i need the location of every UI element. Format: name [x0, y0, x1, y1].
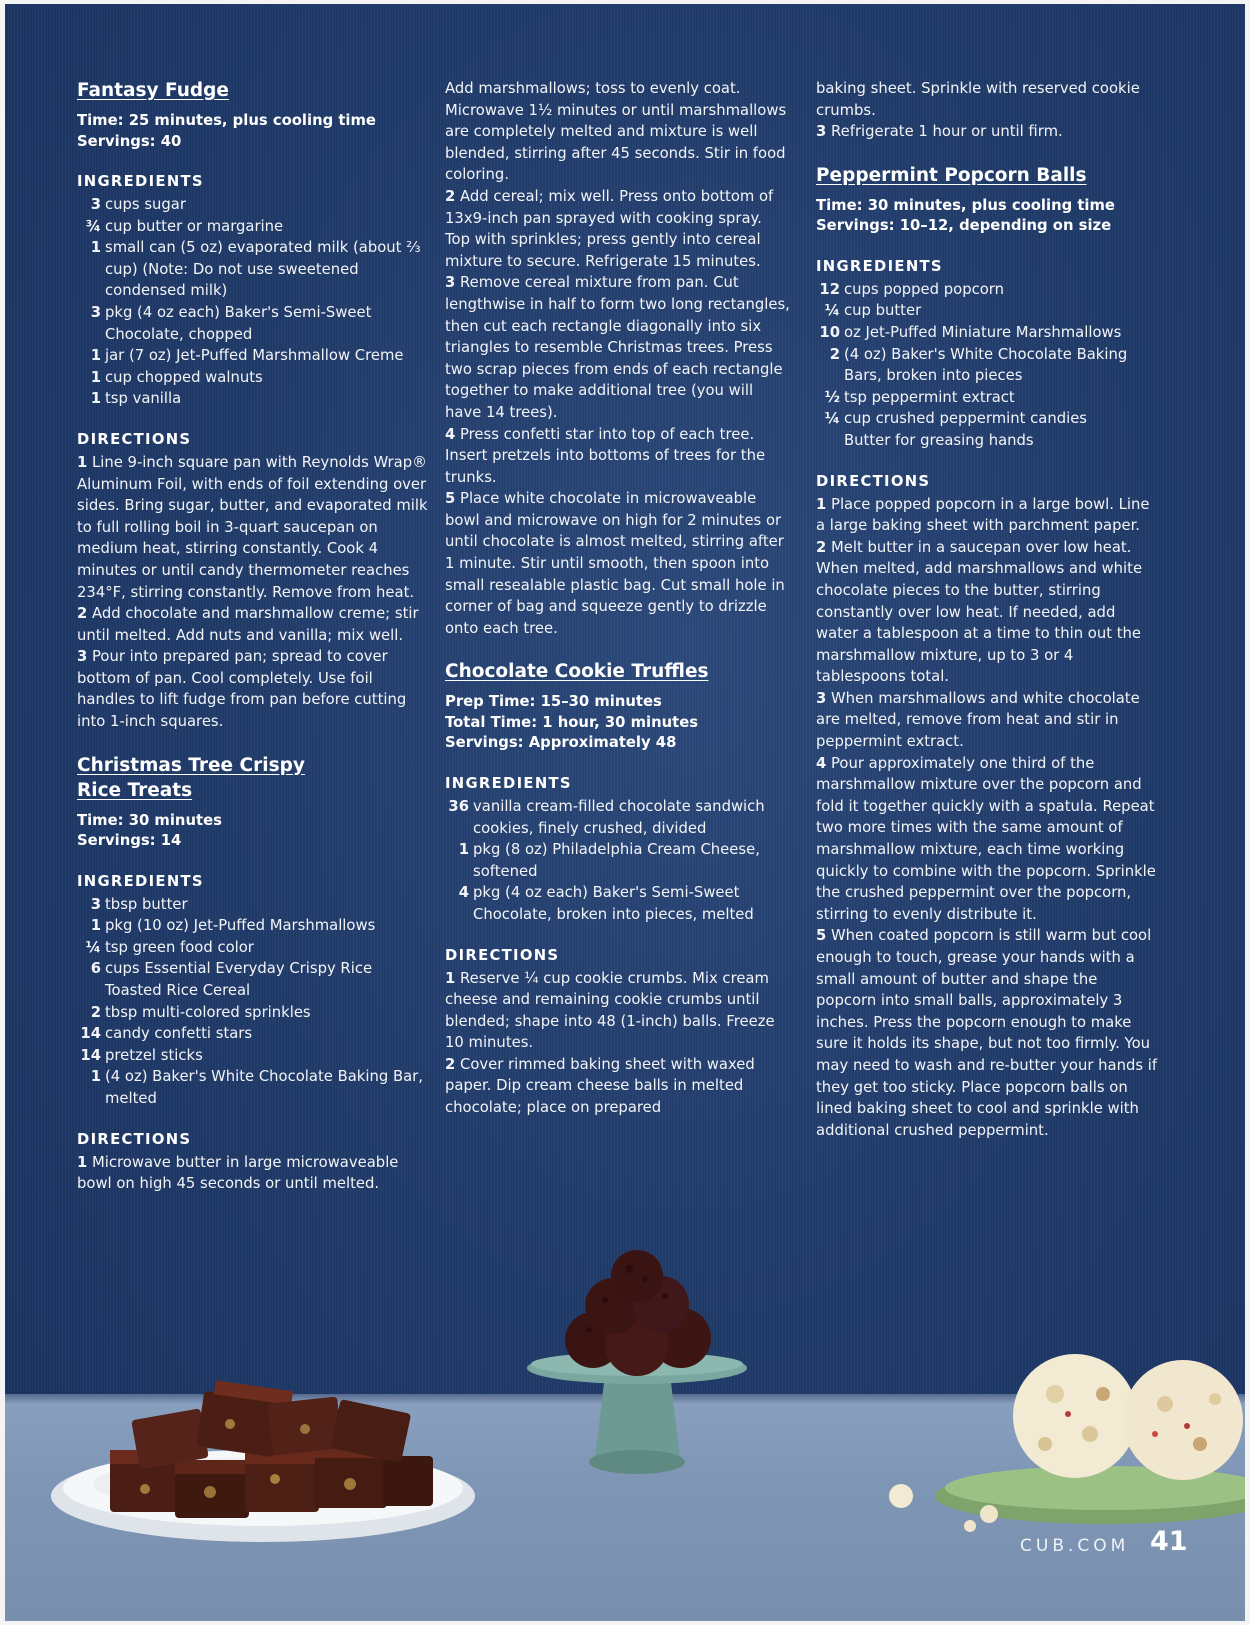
- step-number: 2: [77, 605, 88, 623]
- ingredient-item: [816, 430, 1161, 452]
- recipe-servings: Servings: 40: [77, 132, 182, 150]
- column-2: [445, 78, 790, 1119]
- recipe-time: Time: 25 minutes, plus cooling time: [77, 112, 376, 129]
- ingredient-text: cup crushed peppermint candies: [844, 410, 1088, 428]
- recipe-time: Time: 30 minutes, plus cooling time: [816, 196, 1115, 214]
- ingredient-item: [816, 279, 1161, 301]
- step-number: 1: [445, 969, 456, 987]
- ingredient-item: [77, 388, 432, 410]
- ingredient-qty: 1: [458, 841, 469, 859]
- direction-step: [77, 452, 432, 603]
- magazine-page: [5, 4, 1245, 1621]
- ingredient-qty: 2: [829, 345, 840, 363]
- ingredient-text: cup chopped walnuts: [105, 368, 263, 386]
- ingredient-qty: ½: [824, 388, 840, 406]
- direction-step: [816, 537, 1161, 688]
- step-text-continued: in melted chocolate; place on prepared: [445, 1077, 744, 1117]
- step-text: Add chocolate and marshmallow creme; stir until melted. Add nuts and vanilla; mix well.: [77, 605, 419, 644]
- ingredient-item: [816, 300, 1161, 322]
- step-text: Pour approximately one third of the marshmallow mixture over the popcorn and fold it together quickly with a spatula. Repeat two more times with the same amount of marshmallow mixture, each time working quickly to combine with the popcorn. Sprinkle the crushed peppermint over the popcorn, stirring to evenly distribute it.: [816, 754, 1156, 923]
- direction-step: [445, 186, 790, 272]
- step-text: Melt butter in a saucepan over low heat. When melted, add marshmallows and white chocolate pieces to the butter, stirring constantly over low heat. If needed, add water a tablespoon at a time to thin out the marshmallow mixture, up to 3 or 4 tablespoons total.: [816, 538, 1143, 686]
- ingredient-qty: 6: [90, 960, 101, 978]
- direction-step: [445, 424, 790, 489]
- ingredient-item: [816, 408, 1161, 430]
- column-1: [77, 78, 432, 1195]
- ingredient-text: oz Jet-Puffed Miniature Marshmallows: [844, 323, 1122, 341]
- ingredient-item: [77, 915, 432, 937]
- directions-heading: DIRECTIONS: [445, 946, 560, 964]
- ingredients-heading: INGREDIENTS: [816, 257, 943, 275]
- ingredient-item: [77, 937, 432, 959]
- step-number: 2: [816, 538, 827, 556]
- ingredient-text: pretzel sticks: [105, 1046, 203, 1064]
- recipe-title-popcorn: Peppermint Popcorn Balls: [816, 164, 1087, 186]
- direction-step: [816, 688, 1161, 753]
- ingredient-item: [77, 1023, 432, 1045]
- ingredient-text: (4 oz) Baker's White Chocolate Baking Bars, broken into pieces: [844, 345, 1128, 385]
- column-3: [816, 78, 1161, 1141]
- ingredient-item: [77, 1002, 432, 1024]
- ingredient-qty: 1: [90, 1068, 101, 1086]
- step-number: 2: [445, 187, 456, 205]
- step-text: Add cereal; mix well. Press onto bottom of 13x9-inch pan sprayed with cooking spray. Top with sprinkles; press gently into cereal mixture to secure. Refrigerate 15 minutes.: [445, 187, 774, 270]
- ingredient-qty: ¾: [85, 217, 101, 235]
- ingredient-text: cups popped popcorn: [844, 280, 1004, 298]
- ingredient-text: (4 oz) Baker's White Chocolate Baking Bar, melted: [105, 1068, 423, 1107]
- ingredient-text: cups Essential Everyday Crispy Rice Toasted Rice Cereal: [105, 960, 373, 1000]
- step-text: When coated popcorn is still warm but cool enough to touch, grease your hands with a small amount of butter and shape the popcorn into small balls, approximately 3 inches. Press the popcorn enough to make sure it holds its shape, but not too firmly. You may need to wash and re-butter your hands if they get too sticky. Place popcorn balls on lined baking sheet to cool and sprinkle with additional crushed peppermint.: [816, 927, 1158, 1139]
- ingredient-item: [445, 839, 790, 882]
- direction-step: [445, 968, 790, 1054]
- recipe-time: Time: 30 minutes: [77, 811, 222, 829]
- recipe-title-christmas-tree: [77, 753, 432, 803]
- ingredient-text: vanilla cream-filled chocolate sandwich cookies, finely crushed, divided: [473, 797, 765, 837]
- step-number: 5: [445, 490, 456, 508]
- ingredient-qty: 1: [90, 239, 101, 257]
- ingredient-text: candy confetti stars: [105, 1025, 253, 1043]
- ingredient-qty: 1: [90, 368, 101, 386]
- ingredient-qty: 3: [90, 303, 101, 321]
- ingredient-qty: 1: [90, 390, 101, 408]
- direction-step: [77, 646, 432, 732]
- ingredient-qty: ¼: [85, 938, 101, 956]
- ingredient-qty: 3: [90, 895, 101, 913]
- step-number: 3: [77, 648, 88, 666]
- step-text: Remove cereal mixture from pan. Cut lengthwise in half to form two long rectangles, then cut each rectangle diagonally into six triangles to resemble Christmas trees. Press two scrap pieces from ends of each rectangle together to make additional tree (you will have 14 trees).: [445, 274, 790, 421]
- ingredient-qty: 14: [80, 1025, 101, 1043]
- step-text: Line 9-inch square pan with Reynolds Wrap® Aluminum Foil, with ends of foil extending over sides. Bring sugar, butter, and evaporated milk to full rolling boil in 3-quart saucepan on medium heat, stirring constantly. Cook 4 minutes or until candy thermometer reaches 234°F, stirring constantly. Remove from heat.: [77, 453, 428, 601]
- step-text: Place popped popcorn in a large bowl. Line a large baking sheet with parchment paper.: [816, 495, 1150, 535]
- ingredients-heading: INGREDIENTS: [77, 173, 204, 190]
- step-number: 3: [445, 274, 456, 292]
- site-url: CUB.COM: [1020, 1536, 1130, 1556]
- ingredient-text: pkg (4 oz each) Baker's Semi-Sweet Chocolate, chopped: [105, 303, 372, 343]
- ingredient-item: [77, 345, 432, 367]
- ingredient-text: pkg (8 oz) Philadelphia Cream Cheese, softened: [473, 841, 760, 880]
- ingredient-text: tsp vanilla: [105, 390, 182, 408]
- ingredient-qty: [816, 430, 844, 452]
- direction-step: [77, 1152, 432, 1195]
- ingredient-qty: 36: [448, 797, 469, 815]
- directions-heading: DIRECTIONS: [77, 1130, 192, 1148]
- ingredient-item: [77, 237, 432, 302]
- direction-step: [816, 121, 1161, 143]
- direction-step-continued: Add marshmallows; toss to evenly coat. Microwave 1½ minutes or until marshmallows are completely melted and mixture is well blended, stirring after 45 seconds. Stir in food coloring.: [445, 80, 787, 184]
- ingredient-text: jar (7 oz) Jet-Puffed Marshmallow Creme: [105, 347, 404, 365]
- step-text: Place white chocolate in microwaveable bowl and microwave on high for 2 minutes or until chocolate is almost melted, stirring after 1 minute. Stir until smooth, then spoon into small resealable plastic bag. Cut small hole in corner of bag and squeeze gently to drizzle onto each tree.: [445, 490, 785, 637]
- step-number: 2: [445, 1055, 456, 1073]
- direction-step: [445, 1054, 790, 1119]
- step-number: 5: [816, 927, 827, 945]
- ingredient-text: small can (5 oz) evaporated milk (about ⅔ cup) (Note: Do not use sweetened condensed milk): [105, 239, 421, 300]
- recipe-servings: Servings: 14: [77, 832, 182, 850]
- direction-step: [816, 494, 1161, 537]
- ingredient-item: [816, 344, 1161, 387]
- ingredients-heading: INGREDIENTS: [77, 872, 204, 890]
- ingredient-item: [77, 1045, 432, 1067]
- step-number: 3: [816, 689, 827, 707]
- ingredient-item: [77, 894, 432, 916]
- step-number: 1: [816, 495, 827, 513]
- ingredient-qty: 4: [458, 884, 469, 902]
- ingredient-qty: 10: [819, 323, 840, 341]
- step-number: 4: [445, 425, 456, 443]
- ingredient-list: [816, 279, 1161, 452]
- ingredient-item: [77, 216, 432, 238]
- ingredients-heading: INGREDIENTS: [445, 774, 572, 792]
- ingredient-item: [816, 387, 1161, 409]
- direction-step: [816, 925, 1161, 1141]
- recipe-prep-time: Prep Time: 15–30 minutes: [445, 693, 662, 711]
- ingredient-item: [77, 367, 432, 389]
- ingredient-item: [445, 796, 790, 839]
- recipe-total-time: Total Time: 1 hour, 30 minutes: [445, 713, 699, 731]
- ingredient-qty: 1: [90, 347, 101, 365]
- step-number: 1: [77, 1153, 88, 1171]
- step-text-continued: bowl on high 45 seconds or until melted.: [77, 1175, 380, 1193]
- step-text: Refrigerate 1 hour or until firm.: [831, 123, 1063, 141]
- recipe-servings: Servings: Approximately 48: [445, 734, 677, 752]
- ingredient-item: [77, 302, 432, 345]
- ingredient-item: [77, 1066, 432, 1109]
- page-number: 41: [1150, 1526, 1188, 1557]
- recipe-title-line: Christmas Tree Crispy: [77, 754, 305, 776]
- ingredient-text: cups sugar: [105, 196, 186, 213]
- ingredient-item: [77, 958, 432, 1001]
- step-text: Reserve ¼ cup cookie crumbs. Mix cream cheese and remaining cookie crumbs until blended; shape into 48 (1-inch) balls. Freeze 10 minutes.: [445, 969, 775, 1052]
- ingredient-qty: 14: [80, 1046, 101, 1064]
- ingredient-qty: ¼: [824, 410, 840, 428]
- ingredient-qty: 3: [90, 196, 101, 213]
- ingredient-text: pkg (4 oz each) Baker's Semi-Sweet Chocolate, broken into pieces, melted: [473, 884, 754, 923]
- step-number: 3: [816, 123, 827, 141]
- step-number: 4: [816, 754, 827, 772]
- ingredient-item: [445, 882, 790, 925]
- ingredient-list: [77, 194, 432, 410]
- direction-step: [816, 753, 1161, 926]
- ingredient-list: [77, 894, 432, 1110]
- ingredient-qty: 2: [90, 1003, 101, 1021]
- ingredient-item: [816, 322, 1161, 344]
- ingredient-item: [77, 194, 432, 216]
- ingredient-text: cup butter: [844, 302, 922, 320]
- directions-heading: DIRECTIONS: [816, 472, 931, 490]
- step-text: Press confetti star into top of each tree. Insert pretzels into bottoms of trees for the trunks.: [445, 425, 766, 486]
- ingredient-list: [445, 796, 790, 926]
- ingredient-qty: 12: [819, 280, 840, 298]
- direction-step: [445, 272, 790, 423]
- ingredient-text: tsp peppermint extract: [844, 388, 1015, 406]
- recipe-title-line: Rice Treats: [77, 779, 193, 801]
- ingredient-text: tsp green food color: [105, 938, 254, 956]
- ingredient-text: tbsp multi-colored sprinkles: [105, 1003, 311, 1021]
- step-text: Cover rimmed baking sheet with waxed paper. Dip cream cheese balls: [445, 1055, 755, 1095]
- step-text: Microwave butter in large microwaveable: [92, 1153, 399, 1171]
- ingredient-text: pkg (10 oz) Jet-Puffed Marshmallows: [105, 917, 376, 935]
- step-text: Pour into prepared pan; spread to cover bottom of pan. Cool completely. Use foil handles to lift fudge from pan before cutting into 1-inch squares.: [77, 648, 407, 731]
- step-number: 1: [77, 453, 88, 471]
- recipe-servings: Servings: 10–12, depending on size: [816, 217, 1112, 235]
- direction-step-continued: baking sheet. Sprinkle with reserved cookie crumbs.: [816, 80, 1140, 119]
- step-text: When marshmallows and white chocolate are melted, remove from heat and stir in peppermint extract.: [816, 689, 1140, 751]
- ingredient-qty: 1: [90, 917, 101, 935]
- tablecloth-photo: [5, 1394, 1245, 1621]
- ingredient-qty: ¼: [824, 302, 840, 320]
- directions-heading: DIRECTIONS: [77, 430, 192, 448]
- direction-step: [445, 488, 790, 639]
- ingredient-text: Butter for greasing hands: [844, 431, 1034, 449]
- recipe-title-fantasy-fudge: Fantasy Fudge: [77, 80, 229, 101]
- ingredient-text: tbsp butter: [105, 895, 188, 913]
- direction-step: [77, 603, 432, 646]
- recipe-title-truffles: Chocolate Cookie Truffles: [445, 661, 709, 683]
- ingredient-text: cup butter or margarine: [105, 217, 284, 235]
